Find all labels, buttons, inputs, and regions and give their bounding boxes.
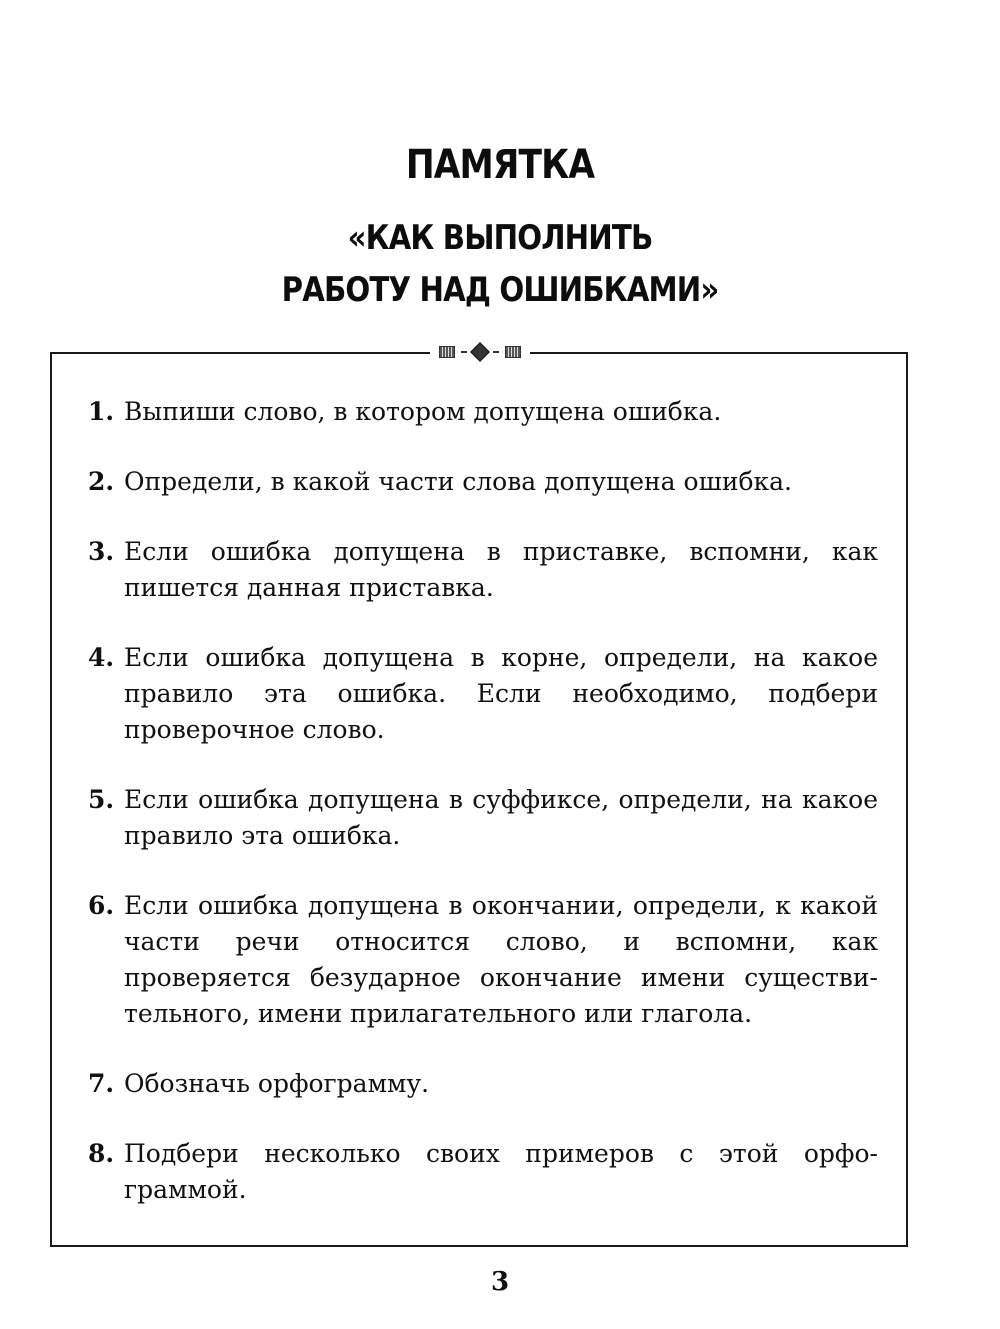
item-text: Определи, в какой части слова допущена ошибка.	[124, 467, 793, 496]
list-item	[88, 888, 878, 1032]
item-number: 4.	[88, 643, 115, 672]
ornament-square-icon	[505, 346, 521, 358]
page-number: 3	[490, 1267, 510, 1297]
item-text: Если ошибка допущена в приставке, вспомни, как пишется данная приставка.	[124, 537, 878, 602]
item-text: Обозначь орфограмму.	[124, 1069, 430, 1098]
instruction-list	[88, 394, 878, 1242]
item-text: Если ошибка допущена в суффиксе, определи, на какое правило эта ошибка.	[124, 785, 878, 850]
ornament-square-icon	[439, 346, 455, 358]
item-text: Если ошибка допущена в окончании, определи, к какой части речи относится слово, и вспомни, как проверяется безударное окончание имени существительного, имени прилагательного или глагола.	[124, 891, 878, 1028]
ornament-dash-icon	[493, 351, 499, 353]
item-number: 7.	[88, 1069, 115, 1098]
item-text: Подбери несколько своих примеров с этой орфограммой.	[124, 1139, 878, 1204]
item-number: 2.	[88, 467, 115, 496]
ornament-diamond-icon	[470, 342, 490, 362]
list-item	[88, 464, 878, 500]
ornament-dash-icon	[461, 351, 467, 353]
subtitle-line-1: «КАК ВЫПОЛНИТЬ	[347, 218, 653, 258]
list-item	[88, 1066, 878, 1102]
item-text: Если ошибка допущена в корне, определи, на какое правило эта ошибка. Если необходимо, подбери проверочное слово.	[124, 643, 878, 744]
list-item	[88, 782, 878, 854]
item-number: 6.	[88, 891, 115, 920]
list-item	[88, 640, 878, 748]
page-title: ПАМЯТКА	[405, 142, 595, 188]
item-number: 8.	[88, 1139, 115, 1168]
subtitle-line-2: РАБОТУ НАД ОШИБКАМИ»	[281, 270, 719, 310]
list-item	[88, 394, 878, 430]
item-text: Выпиши слово, в котором допущена ошибка.	[124, 397, 722, 426]
item-number: 5.	[88, 785, 115, 814]
item-number: 1.	[88, 397, 115, 426]
page-subtitle	[70, 212, 930, 316]
decorative-ornament-icon	[430, 341, 530, 363]
list-item	[88, 534, 878, 606]
item-number: 3.	[88, 537, 115, 566]
list-item	[88, 1136, 878, 1208]
